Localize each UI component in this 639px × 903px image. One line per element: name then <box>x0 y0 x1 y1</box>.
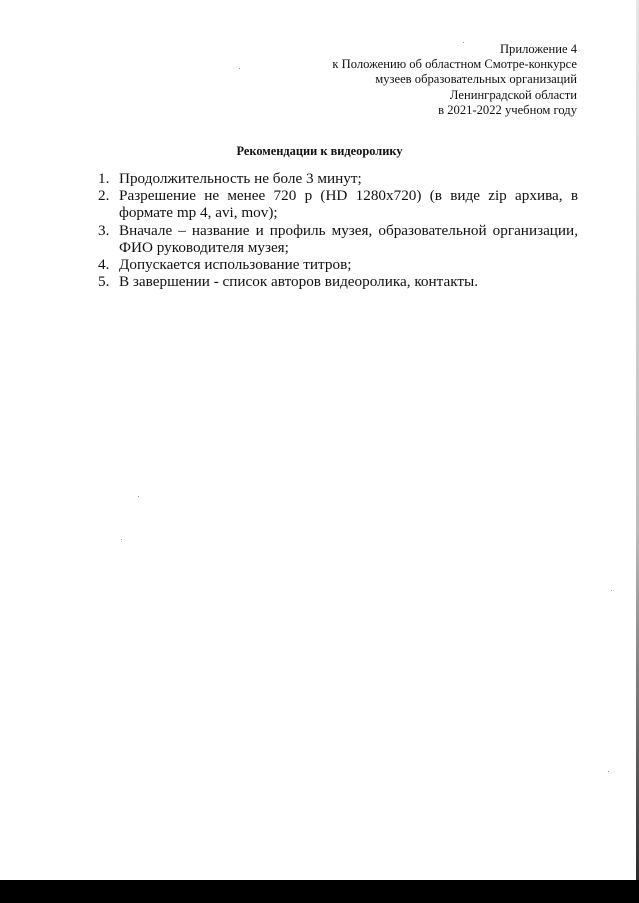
scan-speck <box>138 496 139 497</box>
header-line: к Положению об областном Смотре-конкурсе <box>332 57 577 72</box>
header-line: Приложение 4 <box>499 42 577 56</box>
list-item-number: 3. <box>98 221 110 239</box>
list-item-text: Вначале – название и профиль музея, образовательной организации, ФИО руководителя музея; <box>119 221 578 256</box>
scan-speck <box>463 42 464 43</box>
list-item-number: 4. <box>98 256 110 274</box>
list-item-text: Продолжительность не боле 3 минут; <box>119 170 362 187</box>
scan-speck <box>611 590 612 591</box>
appendix-header <box>332 42 577 118</box>
list-item-number: 1. <box>98 170 110 187</box>
header-line: в 2021-2022 учебном году <box>438 102 577 117</box>
list-item <box>98 187 578 221</box>
list-item-text: Разрешение не менее 720 р (HD 1280x720) (в виде zip архива, в формате mp 4, avi, mov); <box>119 187 578 222</box>
document-title: Рекомендации к видеоролику <box>236 144 403 158</box>
scan-speck <box>608 771 609 772</box>
list-item <box>98 170 578 187</box>
scan-bottom-band <box>0 880 639 903</box>
header-line: музеев образовательных организаций <box>375 72 577 87</box>
list-item-number: 2. <box>98 187 110 205</box>
header-line: Ленинградской области <box>449 87 577 102</box>
list-item-text: Допускается использование титров; <box>119 256 352 274</box>
scan-speck <box>239 68 240 69</box>
recommendations-list <box>98 170 578 290</box>
list-item-text: В завершении - список авторов видеоролика, контакты. <box>119 273 479 291</box>
list-item <box>98 222 578 256</box>
list-item <box>98 256 578 273</box>
scan-speck <box>121 539 122 540</box>
list-item <box>98 273 578 290</box>
list-item-number: 5. <box>98 273 110 291</box>
